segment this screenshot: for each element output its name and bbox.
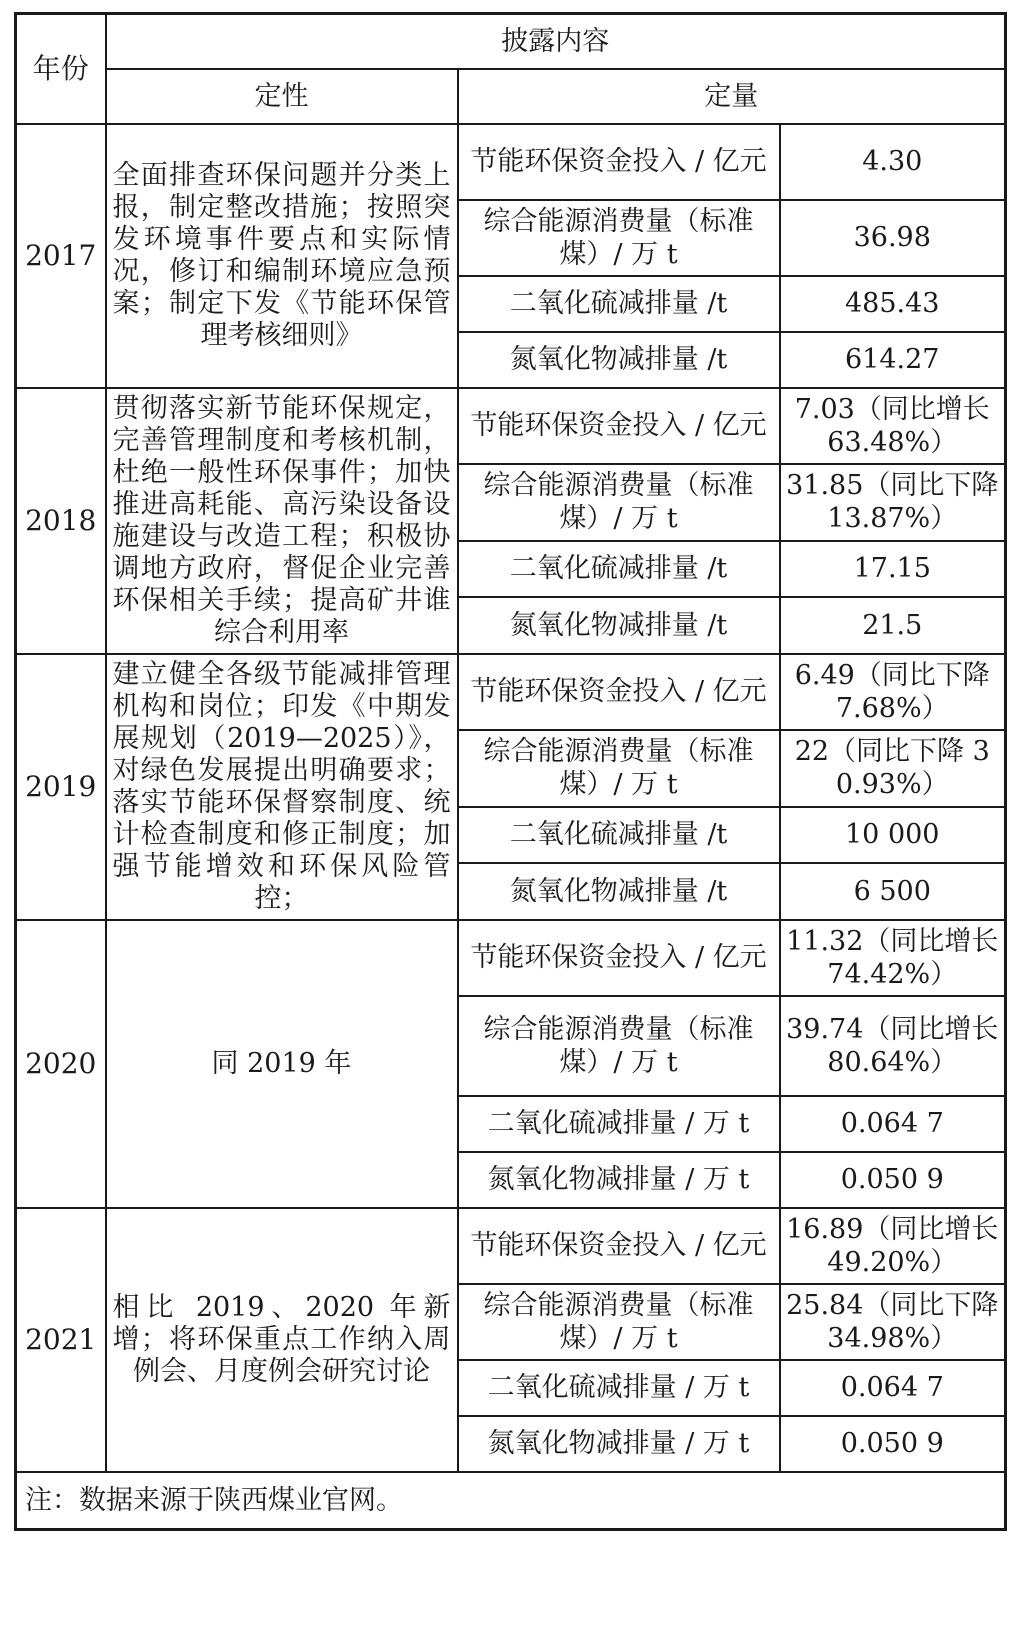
metric-value: 6 500 bbox=[780, 863, 1006, 919]
metric-value: 485.43 bbox=[780, 276, 1006, 332]
year-cell: 2019 bbox=[16, 654, 106, 920]
table-row bbox=[16, 920, 1006, 996]
metric-label: 二氧化硫减排量 / 万 t bbox=[458, 1096, 780, 1152]
table-row bbox=[16, 388, 1006, 465]
year-cell: 2017 bbox=[16, 124, 106, 388]
header-row-2 bbox=[16, 69, 1006, 124]
table-row bbox=[16, 654, 1006, 731]
metric-label: 节能环保资金投入 / 亿元 bbox=[458, 1208, 780, 1284]
metric-label: 二氧化硫减排量 /t bbox=[458, 541, 780, 597]
metric-value: 21.5 bbox=[780, 597, 1006, 653]
table-row bbox=[16, 124, 1006, 200]
metric-value: 36.98 bbox=[780, 200, 1006, 276]
header-row-1 bbox=[16, 14, 1006, 69]
metric-value: 0.050 9 bbox=[780, 1416, 1006, 1472]
header-qualitative: 定性 bbox=[106, 69, 458, 124]
qualitative-cell: 相比 2019、2020 年新增；将环保重点工作纳入周例会、月度例会研究讨论 bbox=[106, 1208, 458, 1472]
qualitative-cell: 贯彻落实新节能环保规定，完善管理制度和考核机制，杜绝一般性环保事件；加快推进高耗能、高污染设备设施建设与改造工程；积极协调地方政府，督促企业完善环保相关手续；提高矿井谁综合利用率 bbox=[106, 388, 458, 654]
metric-label: 二氧化硫减排量 / 万 t bbox=[458, 1360, 780, 1416]
metric-value: 22（同比下降 30.93%） bbox=[780, 730, 1006, 807]
metric-label: 节能环保资金投入 / 亿元 bbox=[458, 124, 780, 200]
metric-label: 氮氧化物减排量 /t bbox=[458, 332, 780, 388]
table-note: 注：数据来源于陕西煤业官网。 bbox=[16, 1472, 1006, 1530]
disclosure-table bbox=[14, 12, 1007, 1531]
metric-label: 综合能源消费量（标准煤）/ 万 t bbox=[458, 730, 780, 807]
metric-value: 31.85（同比下降 13.87%） bbox=[780, 464, 1006, 541]
metric-label: 节能环保资金投入 / 亿元 bbox=[458, 654, 780, 731]
metric-value: 17.15 bbox=[780, 541, 1006, 597]
metric-value: 25.84（同比下降 34.98%） bbox=[780, 1284, 1006, 1360]
metric-label: 综合能源消费量（标准煤）/ 万 t bbox=[458, 996, 780, 1096]
year-cell: 2018 bbox=[16, 388, 106, 654]
table-row bbox=[16, 1208, 1006, 1284]
year-cell: 2021 bbox=[16, 1208, 106, 1472]
table-wrapper bbox=[14, 12, 1004, 1531]
qualitative-cell: 同 2019 年 bbox=[106, 920, 458, 1208]
metric-label: 节能环保资金投入 / 亿元 bbox=[458, 920, 780, 996]
metric-label: 氮氧化物减排量 /t bbox=[458, 863, 780, 919]
metric-value: 10 000 bbox=[780, 807, 1006, 863]
header-disclosure: 披露内容 bbox=[106, 14, 1006, 69]
metric-value: 0.064 7 bbox=[780, 1096, 1006, 1152]
metric-label: 氮氧化物减排量 /t bbox=[458, 597, 780, 653]
metric-value: 16.89（同比增长 49.20%） bbox=[780, 1208, 1006, 1284]
note-row bbox=[16, 1472, 1006, 1530]
year-cell: 2020 bbox=[16, 920, 106, 1208]
metric-label: 二氧化硫减排量 /t bbox=[458, 807, 780, 863]
qualitative-cell: 全面排查环保问题并分类上报，制定整改措施；按照突发环境事件要点和实际情况，修订和编制环境应急预案；制定下发《节能环保管理考核细则》 bbox=[106, 124, 458, 388]
metric-value: 7.03（同比增长 63.48%） bbox=[780, 388, 1006, 465]
metric-value: 0.050 9 bbox=[780, 1152, 1006, 1208]
qualitative-cell: 建立健全各级节能减排管理机构和岗位；印发《中期发展规划（2019—2025）》，对绿色发展提出明确要求；落实节能环保督察制度、统计检查制度和修正制度；加强节能增效和环保风险管控； bbox=[106, 654, 458, 920]
metric-label: 综合能源消费量（标准煤）/ 万 t bbox=[458, 1284, 780, 1360]
metric-value: 11.32（同比增长 74.42%） bbox=[780, 920, 1006, 996]
metric-value: 0.064 7 bbox=[780, 1360, 1006, 1416]
header-year: 年份 bbox=[16, 14, 106, 124]
metric-label: 氮氧化物减排量 / 万 t bbox=[458, 1152, 780, 1208]
metric-label: 二氧化硫减排量 /t bbox=[458, 276, 780, 332]
metric-label: 综合能源消费量（标准煤）/ 万 t bbox=[458, 200, 780, 276]
metric-label: 节能环保资金投入 / 亿元 bbox=[458, 388, 780, 465]
metric-value: 614.27 bbox=[780, 332, 1006, 388]
metric-label: 综合能源消费量（标准煤）/ 万 t bbox=[458, 464, 780, 541]
metric-value: 4.30 bbox=[780, 124, 1006, 200]
metric-value: 6.49（同比下降 7.68%） bbox=[780, 654, 1006, 731]
metric-label: 氮氧化物减排量 / 万 t bbox=[458, 1416, 780, 1472]
metric-value: 39.74（同比增长 80.64%） bbox=[780, 996, 1006, 1096]
header-quantitative: 定量 bbox=[458, 69, 1006, 124]
